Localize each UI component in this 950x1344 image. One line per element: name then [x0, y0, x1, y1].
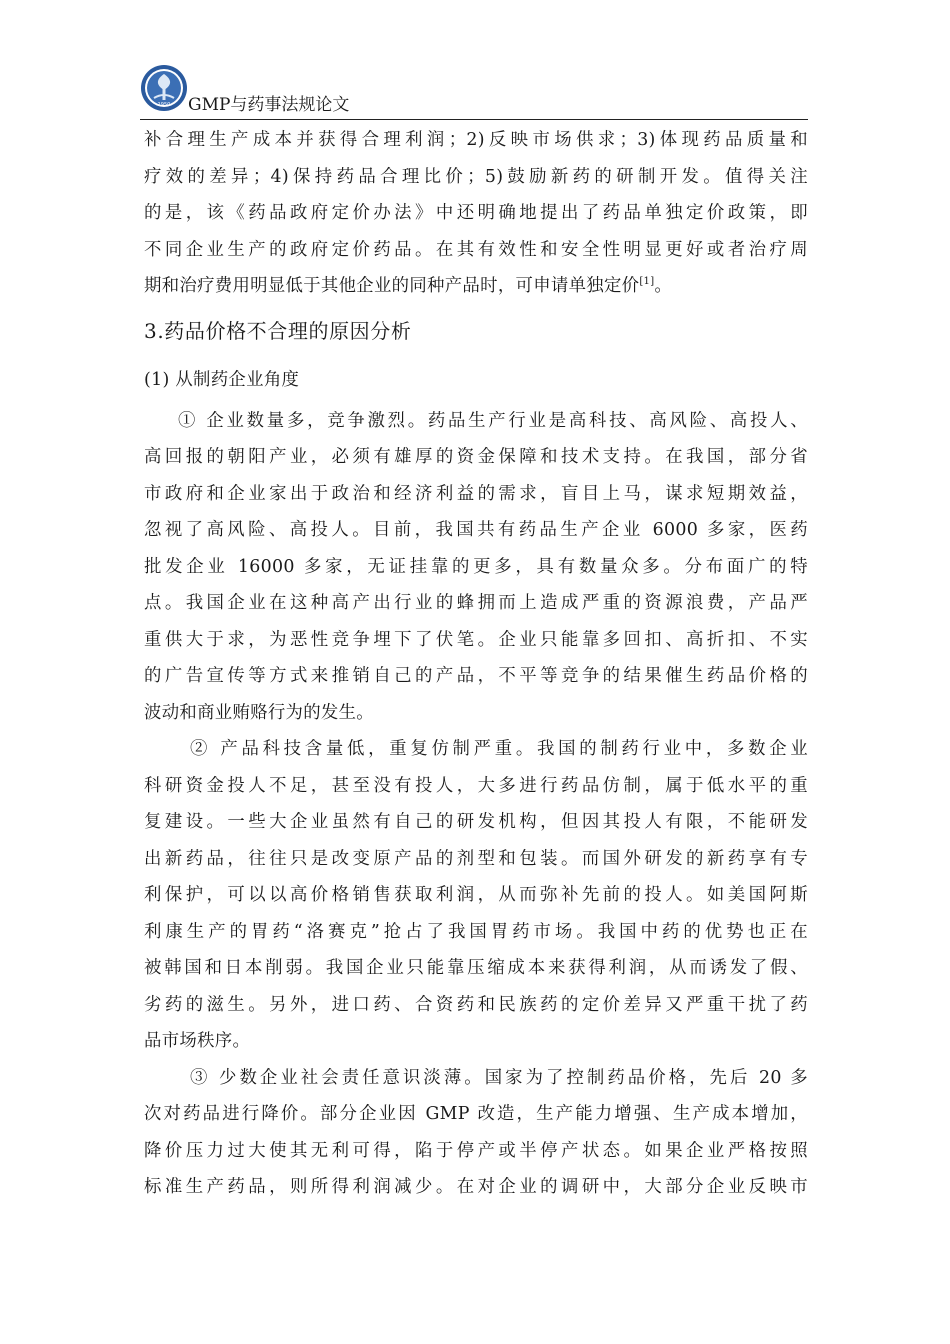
text-line: 波动和商业贿赂行为的发生。 — [144, 702, 374, 723]
text-line: 的是，该《药品政府定价办法》中还明确地提出了药品单独定价政策，即 — [144, 203, 808, 223]
text-line: 点。我国企业在这种高产出行业的蜂拥而上造成严重的资源浪费，产品严 — [144, 593, 808, 613]
text-line: ③ 少数企业社会责任意识淡薄。国家为了控制药品价格，先后 20 多 — [190, 1067, 808, 1088]
text-line: 高回报的朝阳产业，必须有雄厚的资金保障和技术支持。在我国，部分省 — [144, 447, 808, 467]
paragraph-pricing-principles — [144, 122, 808, 305]
text-line: 利保护，可以以高价格销售获取利润，从而弥补先前的投人。如美国阿斯 — [144, 885, 808, 905]
text-line: 被韩国和日本削弱。我国企业只能靠压缩成本来获得利润，从而诱发了假、 — [144, 958, 808, 978]
text-line: 出新药品，往往只是改变原产品的剂型和包装。而国外研发的新药享有专 — [144, 848, 808, 869]
logo-year: 1950 — [157, 102, 171, 108]
text-line: 忽视了高风险、高投人。目前，我国共有药品生产企业 6000 多家，医药 — [144, 520, 808, 540]
text-line-part: 期和治疗费用明显低于其他企业的同种产品时，可申请单独定价 — [144, 276, 640, 296]
text-line: 市政府和企业家出于政治和经济利益的需求，盲目上马，谋求短期效益， — [144, 483, 808, 504]
citation-ref: [1] — [639, 276, 655, 288]
text-line: 科研资金投人不足，甚至没有投人，大多进行药品仿制，属于低水平的重 — [144, 775, 808, 796]
text-line: 品市场秩序。 — [144, 1031, 251, 1051]
text-line: 不同企业生产的政府定价药品。在其有效性和安全性明显更好或者治疗周 — [144, 239, 808, 260]
document-body — [144, 122, 808, 1206]
text-line: 批发企业 16000 多家，无证挂靠的更多，具有数量众多。分布面广的特 — [144, 556, 808, 577]
header-divider — [140, 119, 808, 120]
text-line: 重供大于求，为恶性竞争埋下了伏笔。企业只能靠多回扣、高折扣、不实 — [144, 629, 808, 650]
text-line: 标准生产药品，则所得利润减少。在对企业的调研中，大部分企业反映市 — [144, 1177, 808, 1197]
text-line: 劣药的滋生。另外，进口药、合资药和民族药的定价差异又严重干扰了药 — [144, 994, 808, 1015]
text-line-with-citation — [144, 268, 808, 305]
paragraph-technology — [144, 731, 808, 1060]
text-line: 复建设。一些大企业虽然有自己的研发机构，但因其投人有限，不能研发 — [144, 812, 808, 832]
header-title: GMP与药事法规论文 — [188, 95, 350, 115]
paragraph-competition — [144, 403, 808, 732]
university-logo — [140, 64, 188, 112]
text-line: ① 企业数量多，竞争激烈。药品生产行业是高科技、高风险、高投人、 — [178, 410, 808, 431]
text-line: 疗效的差异；4)保持药品合理比价；5)鼓励新药的研制开发。值得关注 — [144, 166, 808, 187]
page-header — [140, 58, 808, 120]
text-line: 的广告宣传等方式来推销自己的产品，不平等竞争的结果催生药品价格的 — [144, 666, 808, 686]
section-heading: 3.药品价格不合理的原因分析 — [144, 318, 412, 343]
text-line: 次对药品进行降价。部分企业因 GMP 改造，生产能力增强、生产成本增加， — [144, 1104, 808, 1124]
text-line: 降价压力过大使其无利可得，陷于停产或半停产状态。如果企业严格按照 — [144, 1140, 808, 1161]
text-line: ② 产品科技含量低，重复仿制严重。我国的制药行业中，多数企业 — [190, 739, 808, 759]
text-line: 利康生产的胃药“洛赛克”抢占了我国胃药市场。我国中药的优势也正在 — [144, 921, 808, 942]
text-line: 补合理生产成本并获得合理利润；2)反映市场供求；3)体现药品质量和 — [144, 130, 808, 150]
paragraph-responsibility — [144, 1060, 808, 1206]
text-line-end: 。 — [654, 276, 673, 296]
subsection-heading: (1) 从制药企业角度 — [144, 369, 300, 390]
